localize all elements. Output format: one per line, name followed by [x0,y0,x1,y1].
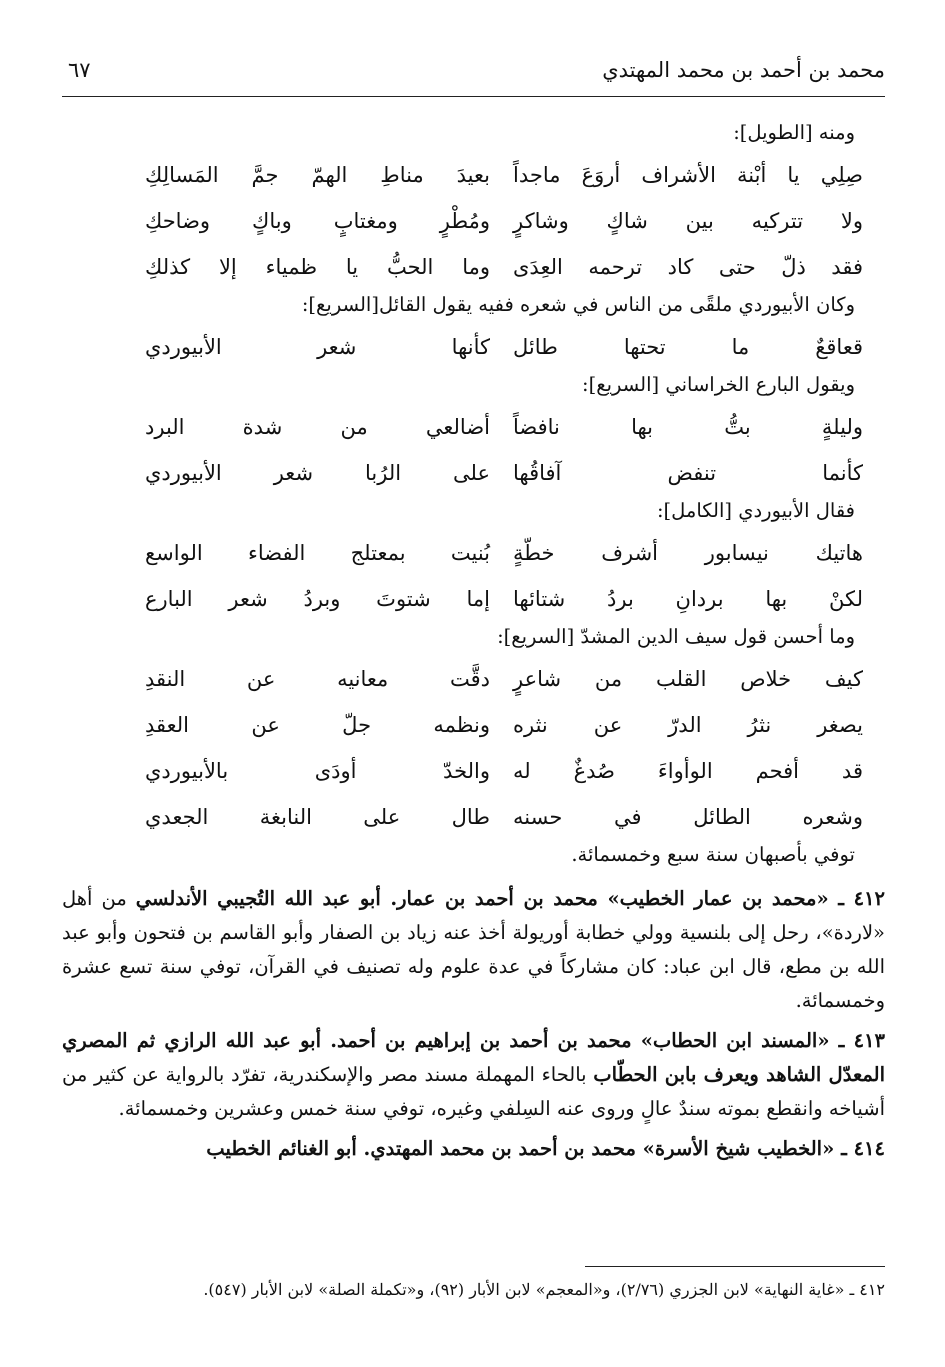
verse-second-hemistich: أضالعي من شدة البرد [145,415,490,439]
verse-line [62,152,885,198]
verse-first-hemistich: لكنْ بها بردانِ بردُ شتائها [513,587,863,611]
poem-intro: ومنه [الطويل]: [733,121,855,144]
verse-line [62,656,885,702]
entry-text: من أهل «لاردة»، رحل إلى بلنسية وولي خطابة أوريولة أخذ عنه زياد بن الصفار وأبو القاسم بن فتحون وأبو عبد الله بن مطع، قال ابن عباد: كان مشاركاً في عدة علوم وله تصنيف في القرآن، توفي سنة تسع عشرة وخمسمائة. [62,887,885,1012]
page-body [62,118,885,1166]
poem-intro: وما أحسن قول سيف الدين المشدّ [السريع]: [497,625,855,648]
verse-first-hemistich: صِلِي يا أبْنة الأشراف أروَعَ ماجداً [513,163,863,187]
verse-second-hemistich: وما الحبُّ يا ظمياء إلا كذلكِ [145,255,490,279]
verse-first-hemistich: هاتيك نيسابور أشرف خطّةٍ [513,541,863,565]
entry-heading: ٤١٣ ـ «المسند ابن الحطاب» محمد بن أحمد بن إبراهيم بن أحمد. أبو عبد الله الرازي ثم المصري المعدّل الشاهد ويعرف بابن الحطّاب [62,1029,885,1086]
entry-heading: ٤١٢ ـ «محمد بن عمار الخطيب» محمد بن أحمد بن عمار. أبو عبد الله التُجيبي الأندلسي [135,887,885,910]
verse-second-hemistich: دقَّت معانيه عن النقدِ [145,667,490,691]
verse-line [62,198,885,244]
verse-first-hemistich: ولا تتركيه بين شاكٍ وشاكرٍ [513,209,863,233]
verse-line [62,450,885,496]
verse-second-hemistich: بُنيت بمعتلج الفضاء الواسع [145,541,490,565]
verse-second-hemistich: والخدّ أودَى بالأبيوردي [145,759,490,783]
verse-first-hemistich: يصغر نثرُ الدرّ عن نثره [513,713,863,737]
verse-second-hemistich: ونظمه جلّ عن العقدِ [145,713,490,737]
verse-second-hemistich: كأنها شعر الأبيوردي [145,335,490,359]
running-title: محمد بن أحمد بن محمد المهتدي [602,58,885,82]
footnote-412: ٤١٢ ـ «غاية النهاية» لابن الجزري (٢/٧٦)، و«المعجم» لابن الأبار (٩٢)، و«تكملة الصلة» لابن الأبار (٥٤٧). [203,1280,885,1299]
verse-line [62,576,885,622]
entry-413 [62,1024,885,1126]
verse-second-hemistich: على الرُبا شعر الأبيوردي [145,461,490,485]
verse-first-hemistich: وليلةٍ بتُّ بها نافضاً [513,415,863,439]
verse-second-hemistich: ومُطْرٍ ومغتابٍ وباكٍ وضاحكِ [145,209,490,233]
entry-412 [62,882,885,1018]
verse-second-hemistich: بعيدَ مناطِ الهمّ جمَّ المَسالِكِ [145,163,490,187]
page-header [62,52,885,97]
entry-414 [62,1132,885,1166]
verse-line [62,748,885,794]
verse-line [62,530,885,576]
verse-line [62,404,885,450]
page-number: ٦٧ [68,58,91,82]
entry-heading: ٤١٤ ـ «الخطيب شيخ الأسرة» محمد بن أحمد بن محمد المهتدي. أبو الغنائم الخطيب [206,1137,885,1160]
poem-intro: فقال الأبيوردي [الكامل]: [656,499,855,522]
verse-line [62,794,885,840]
verse-line [62,702,885,748]
death-note: توفي بأصبهان سنة سبع وخمسمائة. [571,843,855,866]
verse-second-hemistich: إما شتوتَ وبردُ شعر البارع [145,587,490,611]
verse-first-hemistich: كأنما تنفض آفاقُها [513,461,863,485]
verse-line [62,324,885,370]
verse-first-hemistich: كيف خلاص القلب من شاعرٍ [513,667,863,691]
poem-intro: ويقول البارع الخراساني [السريع]: [582,373,855,396]
verse-line [62,244,885,290]
poem-intro: وكان الأبيوردي ملقًى من الناس في شعره ففيه يقول القائل[السريع]: [301,293,855,316]
verse-first-hemistich: قعاقعٌ ما تحتها طائل [513,335,863,359]
footnotes [62,1266,885,1305]
entry-text: بالحاء المهملة مسند مصر والإسكندرية، تفرّد بالرواية عن كثير من أشياخه وانقطع بموته سندٌ عالٍ وروى عنه السِلفي وغيره، توفي سنة خمس وعشرين وخمسمائة. [62,1063,885,1120]
verse-second-hemistich: طال على النابغة الجعدي [145,805,490,829]
footnote-divider [585,1266,885,1267]
verse-first-hemistich: وشعره الطائل في حسنه [513,805,863,829]
verse-first-hemistich: قد أفحم الوأواءَ صُدغٌ له [513,759,863,783]
verse-first-hemistich: فقد ذلّ حتى كاد ترحمه العِدَى [513,255,863,279]
